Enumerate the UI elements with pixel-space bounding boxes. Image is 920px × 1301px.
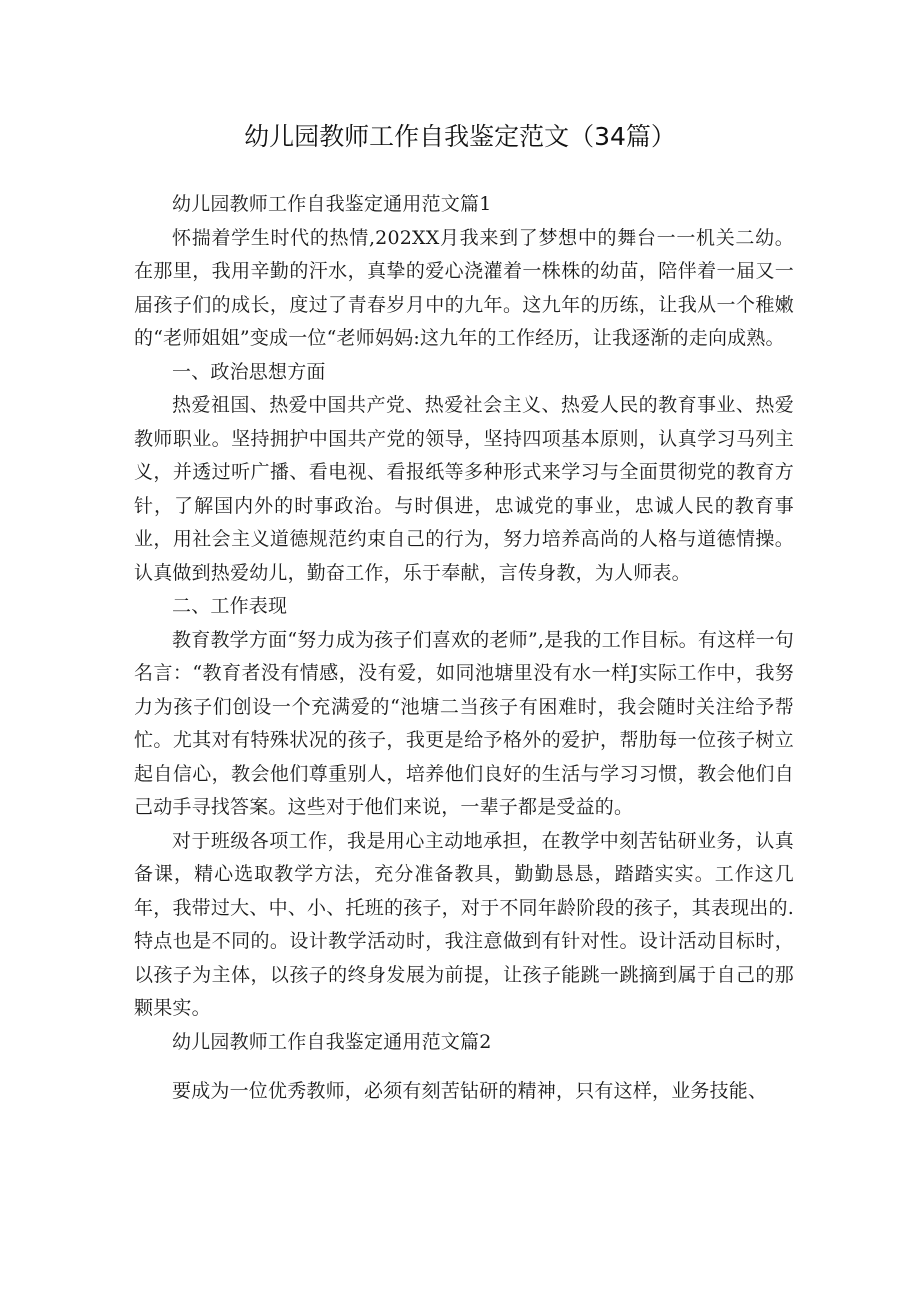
paragraph-intro: 怀揣着学生时代的热情,202XX月我来到了梦想中的舞台一一机关二幼。在那里，我用辛勤的汗水，真挚的爱心浇灌着一株株的幼苗，陪伴着一届又一届孩子们的成长，度过了青春岁月中的九年。这九年的历练，让我从一个稚嫩的“老师姐姐”变成一位“老师妈妈:这九年的工作经历，让我逐渐的走向成熟。 xyxy=(134,226,794,349)
subheading-work: 二、工作表现 xyxy=(172,595,288,617)
document-title: 幼儿园教师工作自我鉴定范文（34篇） xyxy=(244,122,676,151)
paragraph-section-2-start: 要成为一位优秀教师，必须有刻苦钻研的精神，只有这样，业务技能、 xyxy=(172,1080,768,1102)
section-heading-2: 幼儿园教师工作自我鉴定通用范文篇2 xyxy=(172,1030,492,1053)
paragraph-teaching: 教育教学方面“努力成为孩子们喜欢的老师”,是我的工作目标。有这样一句名言：“教育者没有情感，没有爱，如同池塘里没有水一样J实际工作中，我努力为孩子们创设一个充满爱的“池塘二当孩子有困难时，我会随时关注给予帮忙。尤其对有特殊状况的孩子，我更是给予格外的爱护，帮肋每一位孩子树立起自信心，教会他们尊重别人，培养他们良好的生活与学习习惯，教会他们自己动手寻找答案。这些对于他们来说，一辈子都是受益的。 xyxy=(134,628,794,818)
paragraph-politics: 热爱祖国、热爱中国共产党、热爱社会主义、热爱人民的教育事业、热爱教师职业。坚持拥护中国共产党的领导，坚持四项基本原则，认真学习马列主义，并透过听广播、看电视、看报纸等多种形式来学习与全面贯彻党的教育方针，了解国内外的时事政治。与时俱进，忠诚党的事业，忠诚人民的教育事业，用社会主义道德规范约束自己的行为，努力培养高尚的人格与道德情操。认真做到热爱幼儿，勤奋工作，乐于奉献，言传身教，为人师表。 xyxy=(134,394,794,584)
paragraph-class-work: 对于班级各项工作，我是用心主动地承担，在教学中刻苦钻研业务，认真备课，精心选取教学方法，充分准备教具，勤勤恳恳，踏踏实实。工作这几年，我带过大、中、小、托班的孩子，对于不同年龄阶段的孩子，其表现出的.特点也是不同的。设计教学活动时，我注意做到有针对性。设计活动目标时，以孩子为主体，以孩子的终身发展为前提，让孩子能跳一跳摘到属于自己的那颗果实。 xyxy=(134,829,794,1019)
section-heading-1: 幼儿园教师工作自我鉴定通用范文篇1 xyxy=(172,193,492,215)
document-body xyxy=(134,188,794,1109)
subheading-politics: 一、政治思想方面 xyxy=(172,360,326,383)
